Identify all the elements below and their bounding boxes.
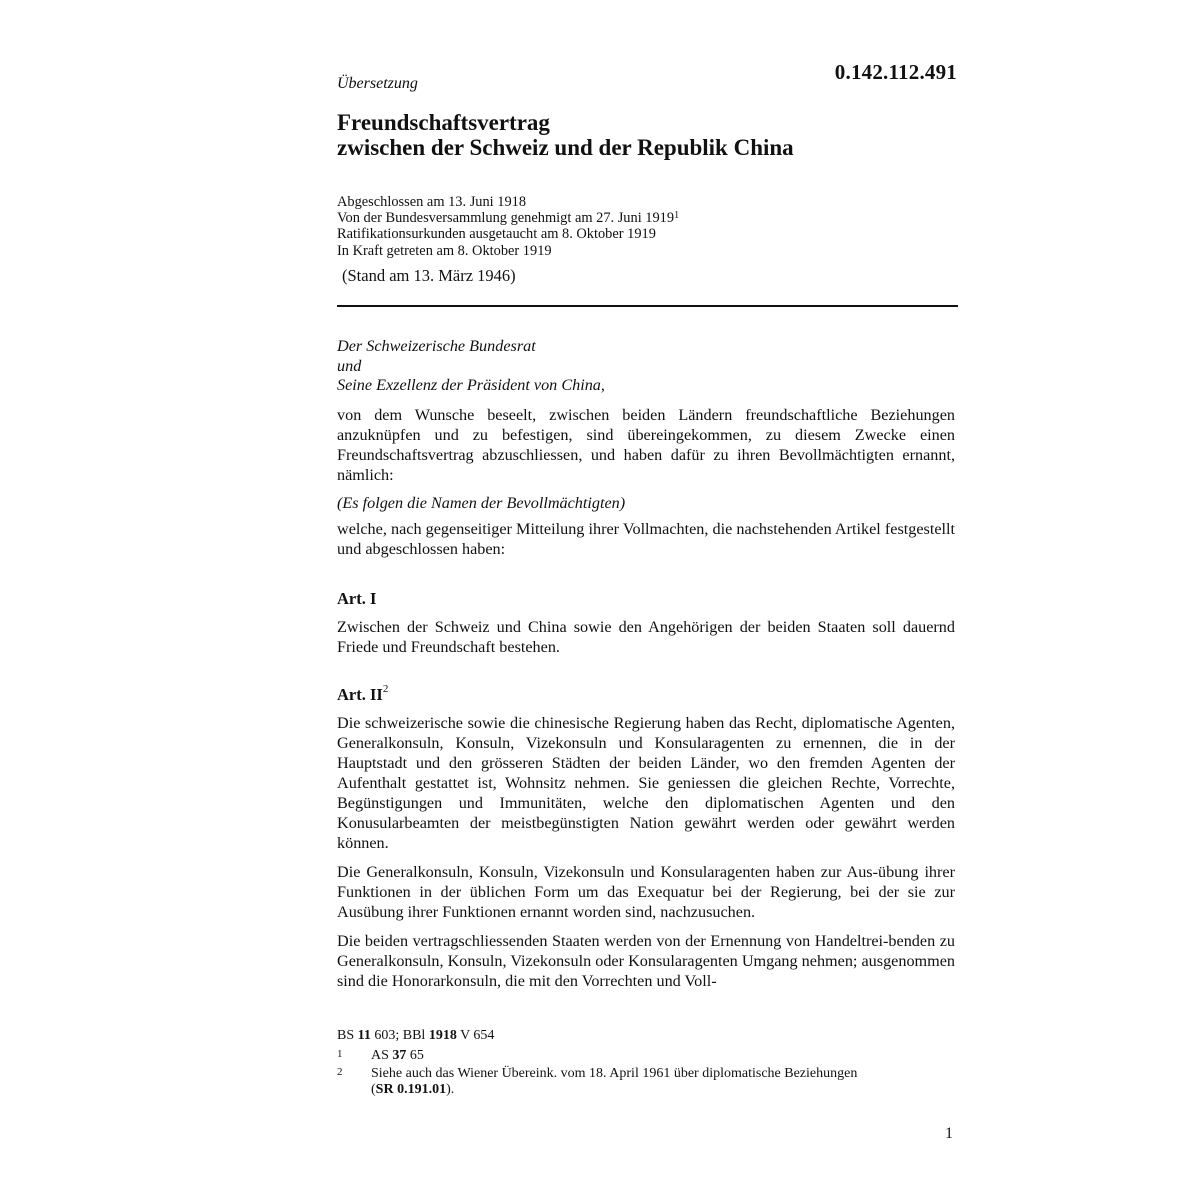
preamble-parties (337, 337, 955, 396)
plenipotentiaries-note: (Es folgen die Namen der Bevollmächtigten) (337, 494, 626, 512)
preamble-paragraph-2: welche, nach gegenseitiger Mitteilung ihrer Vollmachten, die nachstehenden Artikel festgestellt und abgeschlossen haben: (337, 520, 955, 558)
party-2: Seine Exzellenz der Präsident von China, (337, 376, 605, 394)
sr-number: 0.142.112.491 (834, 60, 957, 84)
article-2-paragraph-2: Die Generalkonsuln, Konsuln, Vizekonsuln und Konsularagenten haben zur Aus-übung ihrer Funktionen in der üblichen Form um das Exequatur bei der Regierung, bei der sie zur Ausübung ihrer Funktionen ernannt worden sind, nachzusuchen. (337, 863, 955, 921)
fn2-sr-link[interactable]: SR 0.191.01 (375, 1082, 447, 1097)
source-reference (337, 1028, 494, 1044)
fn1-volume: 37 (392, 1048, 407, 1063)
document-title (337, 110, 794, 160)
ratification-date: Ratifikationsurkunden ausgetaucht am 8. Oktober 1919 (337, 226, 656, 243)
fn2-close: ). (446, 1082, 455, 1097)
status-date: (Stand am 13. März 1946) (342, 266, 516, 285)
article-1-heading: Art. I (337, 589, 377, 608)
fn1-prefix: AS (371, 1048, 393, 1063)
source-year: 1918 (428, 1028, 457, 1043)
footnote-ref-1[interactable]: 1 (674, 210, 680, 222)
fn2-open: ( (371, 1082, 376, 1097)
source-mid: 603; BBl (370, 1028, 429, 1043)
source-end: V 654 (456, 1028, 495, 1043)
party-conjunction: und (337, 356, 362, 375)
article-2-paragraph-3: Die beiden vertragschliessenden Staaten werden von der Ernennung von Handeltrei-benden zu Generalkonsuln, Konsuln, Vizekonsuln oder Konsularagenten Umgang nehmen; ausgenommen sind die Honorarkonsuln, die mit den Vorrechten und Voll- (337, 932, 955, 990)
source-volume: 11 (357, 1028, 371, 1043)
footnote-2-text (371, 1066, 951, 1098)
footnote-ref-2[interactable]: 2 (382, 683, 389, 695)
concluded-date: Abgeschlossen am 13. Juni 1918 (337, 194, 527, 210)
source-prefix: BS (337, 1028, 358, 1043)
party-1: Der Schweizerische Bundesrat (337, 337, 536, 355)
article-2-title: Art. II (337, 685, 383, 704)
preamble-paragraph-1: von dem Wunsche beseelt, zwischen beiden Ländern freundschaftliche Beziehungen anzuknüpfen und zu befestigen, sind übereingekommen, zu diesem Zwecke einen Freundschaftsvertrag abzuschliessen, und haben dafür zu ihren Bevollmächtigten ernannt, nämlich: (337, 406, 955, 484)
footnote-1-text (371, 1048, 951, 1064)
article-2-paragraph-1: Die schweizerische sowie die chinesische Regierung haben das Recht, diplomatische Agenten, Generalkonsuln, Konsuln, Vizekonsuln und Konsularagenten zu ernennen, die in der Hauptstadt und den grösseren Städten der beiden Länder, wo den fremden Agenten der Aufenthalt gestattet ist, Wohnsitz nehmen. Sie geniessen die gleichen Rechte, Vorrechte, Begünstigungen und Immunitäten, welche den diplomatischen Agenten und den Konusularbeamten der meistbegünstigten Nation gewährt werden oder gewährt werden können. (337, 714, 955, 852)
article-1-text: Zwischen der Schweiz und China sowie den Angehörigen der beiden Staaten soll dauernd Friede und Freundschaft bestehen. (337, 618, 955, 656)
footnote-2-number: 2 (337, 1066, 343, 1078)
fn1-end: 65 (406, 1048, 424, 1063)
article-2-heading (337, 685, 388, 705)
page-number: 1 (945, 1125, 953, 1142)
title-line-2: zwischen der Schweiz und der Republik China (337, 135, 794, 160)
footnote-1-number: 1 (337, 1048, 343, 1060)
approval-date (337, 210, 679, 226)
header-divider (337, 305, 958, 307)
approval-text: Von der Bundesversammlung genehmigt am 27. Juni 1919 (337, 210, 675, 227)
treaty-metadata (337, 194, 679, 259)
title-line-1: Freundschaftsvertrag (337, 110, 550, 135)
in-force-date: In Kraft getreten am 8. Oktober 1919 (337, 242, 552, 259)
fn2-text: Siehe auch das Wiener Übereink. vom 18. April 1961 über diplomatische Beziehungen (371, 1066, 858, 1081)
translation-label: Übersetzung (337, 75, 418, 92)
